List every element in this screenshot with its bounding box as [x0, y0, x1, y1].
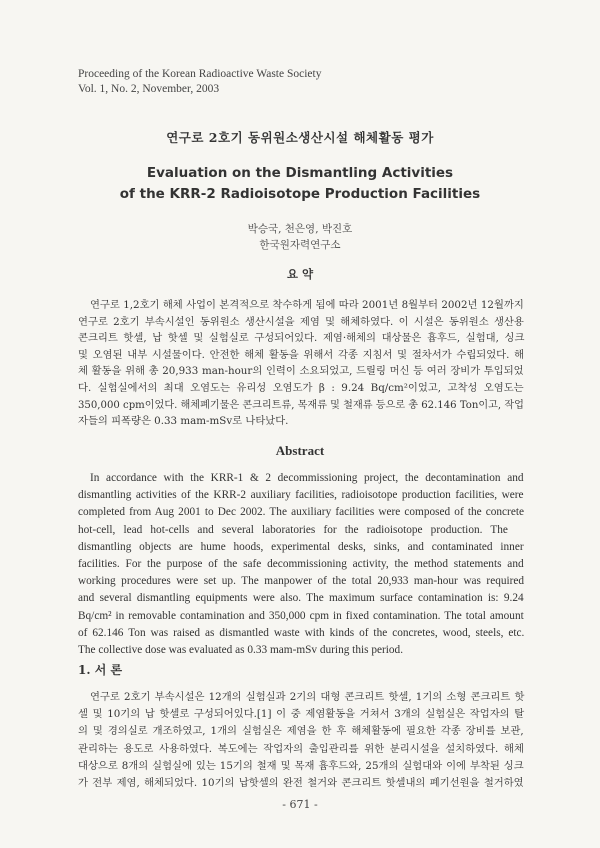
text-line: facilities. For the purpose of the safe decommissioning activity, the method statements and	[78, 558, 524, 570]
text-line: 연구로 1,2호기 해체 사업이 본격적으로 착수하게 됨에 따라 2001년 8월부터 2002년 12월까지	[90, 299, 524, 311]
text-line: The collective dose was evaluated as 0.33 mam-mSv during this period.	[78, 644, 404, 656]
english-title-line-1: Evaluation on the Dismantling Activities	[146, 165, 454, 181]
text-line: In accordance with the KRR-1 & 2 decommissioning project, the decontamination and	[90, 472, 524, 484]
authors: 박승국, 천은영, 박진호	[247, 223, 353, 235]
text-line: hot-cell, lead hot-cells and several laboratories for the radioisotope production. The	[78, 523, 508, 536]
affiliation: 한국원자력연구소	[259, 239, 341, 251]
text-line: 의 및 경의실로 개조하였고, 1개의 실험실은 제염을 한 후 해체활동에 필요한 각종 장비를 보관,	[78, 725, 524, 738]
text-line: 콘크리트 핫셀, 납 핫셀 및 실험실로 구성되어있다. 제염·해체의 대상물은 흄후드, 실험대, 싱크	[78, 332, 525, 345]
author-block	[0, 221, 600, 253]
journal-header	[78, 67, 321, 97]
text-line: 셀 및 10기의 납 핫셀로 구성되어있다.[1] 이 중 제염활동을 거쳐서 3개의 실험실은 작업자의 탈	[78, 708, 525, 721]
journal-name: Proceeding of the Korean Radioactive Waste Society	[78, 68, 322, 80]
abstract-heading: Abstract	[275, 443, 325, 458]
summary-heading: 요 약	[286, 267, 314, 281]
text-line: of 62.146 Ton was raised as dismantled waste with kinds of the concretes, wood, steels, etc.	[78, 626, 525, 639]
journal-volume: Vol. 1, No. 2, November, 2003	[78, 83, 220, 95]
english-title-line-2: of the KRR-2 Radioisotope Production Facilities	[119, 186, 481, 202]
text-line: 연구로 2호기 부속시설인 동위원소 생산시설을 제염 및 해체하였다. 이 시설은 동위원소 생산용	[78, 315, 524, 328]
text-line: 연구로 2호기 부속시설은 12개의 실험실과 2기의 대형 콘크리트 핫셀, 1기의 소형 콘크리트 핫	[90, 691, 525, 703]
text-line: 및 오염된 내부 시설물이다. 안전한 해체 활동을 위해서 각종 지침서 및 절차서가 수립되었다. 해	[78, 348, 525, 361]
section-1-heading: 1. 서 론	[78, 663, 123, 677]
text-line: working procedures were set up. The manpower of the total 20,933 man-hour was required	[78, 575, 525, 588]
page-number: - 671 -	[282, 798, 318, 811]
korean-title: 연구로 2호기 동위원소생산시설 해체활동 평가	[166, 130, 434, 145]
text-line: 체 활동을 위해 총 20,933 man-hour의 인력이 소요되었고, 드릴링 머신 등 여러 장비가 투입되었	[78, 365, 524, 378]
text-line: 관리하는 용도로 사용하였다. 복도에는 작업자의 출입관리를 위한 분리시설을 설치하였다. 해체	[78, 742, 524, 755]
text-line: 다. 실험실에서의 최대 오염도는 유리성 오염도가 β : 9.24 Bq/cm²이었고, 고착성 오염도는	[78, 382, 524, 394]
text-line: 자들의 피폭량은 0.33 mam-mSv로 나타났다.	[78, 415, 289, 428]
english-title	[0, 163, 600, 205]
text-line: 대상으로 8개의 실험실에 있는 15기의 철재 및 목재 흄후드와, 25개의 실험대와 이에 부착된 싱크	[78, 759, 524, 772]
text-line: and several dismantling equipments were also. The maximum surface contamination is: 9.24	[78, 592, 524, 605]
text-line: 가 전부 제염, 해체되었다. 10기의 납핫셀의 완전 철거와 콘크리트 핫셀내의 폐기선원을 철거하였	[78, 777, 524, 789]
text-line: 350,000 cpm이었다. 해체폐기물은 콘크리트류, 목재류 및 철재류 등으로 총 62.146 Ton이고, 작업	[78, 398, 524, 411]
text-line: dismantling objects are hume hoods, experimental desks, sinks, and contaminated inner	[78, 540, 524, 553]
text-line: dismantling activities of the KRR-2 auxiliary facilities, radioisotope production facilities, were	[78, 489, 524, 502]
text-line: Bq/cm² in removable contamination and 350,000 cpm in fixed contamination. The total amount	[78, 609, 524, 622]
text-line: completed from Aug 2001 to Dec 2002. The auxiliary facilities were composed of the concrete	[78, 506, 524, 519]
